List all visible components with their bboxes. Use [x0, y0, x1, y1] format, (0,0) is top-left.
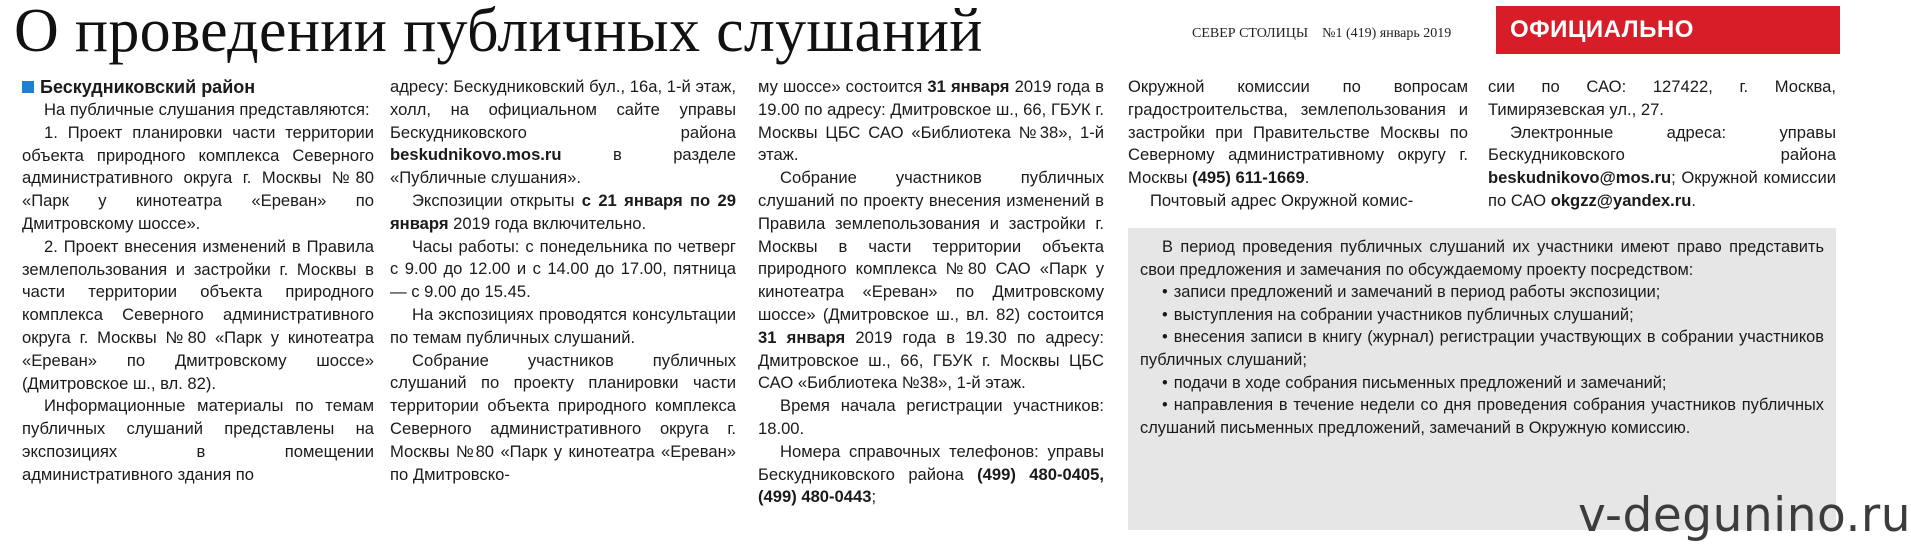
text-run: ;	[871, 487, 877, 507]
paragraph	[390, 76, 736, 190]
paper-name: СЕВЕР СТОЛИЦЫ	[1192, 26, 1309, 41]
paragraph: Часы работы: с понедельника по четверг с 9.00 до 12.00 и с 14.00 до 17.00, пятница — с 9.00 до 15.45.	[390, 236, 736, 302]
article-column-5	[1488, 76, 1836, 213]
district-heading	[22, 76, 374, 98]
paragraph: сии по САО: 127422, г. Москва, Тимирязевская ул., 27.	[1488, 77, 1836, 119]
bullet-icon: •	[1162, 396, 1168, 415]
paragraph	[758, 167, 1104, 395]
text-run: 2019 года в 19.00 по адресу: Дмитровское ш., 66, ГБУК г. Москвы ЦБС САО «Библиотека №38», 1-й этаж.	[758, 77, 1104, 165]
exposition-dates: с 21 января по 29 января	[390, 190, 736, 233]
text-run: му шоссе» состоится	[758, 77, 923, 96]
watermark: v-degunino.ru	[1578, 488, 1911, 543]
paragraph: 2. Проект внесения изменений в Правила землепользования и застройки г. Москвы в части территории объекта природного комплекса Северного административного округа г. Москвы №80 «Парк у кинотеатра «Ереван» по Дмитровскому шоссе» (Дмитровское ш., вл. 82).	[22, 236, 374, 393]
list-item-text: выступления на собрании участников публичных слушаний;	[1173, 305, 1634, 324]
article-column-4	[1128, 76, 1468, 213]
notice-list	[1140, 281, 1824, 439]
paragraph: Время начала регистрации участников: 18.00.	[758, 396, 1104, 438]
text-run: 2019 года в 19.30 по адресу: Дмитровское ш., 66, ГБУК г. Москвы ЦБС САО «Библиотека №38», 1-й этаж.	[758, 327, 1104, 393]
paragraph	[1128, 76, 1468, 190]
paragraph	[758, 76, 1104, 167]
list-item	[1140, 281, 1824, 304]
meeting-date: 31 января	[758, 327, 846, 347]
bullet-icon: •	[1162, 283, 1168, 302]
bullet-icon: •	[1162, 305, 1168, 324]
paragraph: Собрание участников публичных слушаний по проекту планировки части территории объекта природного комплекса Северного административного округа г. Москвы №80 «Парк у кинотеатра «Ереван» по Дмитровско-	[390, 350, 736, 484]
text-run: в разделе «Публичные слушания».	[390, 145, 736, 188]
paragraph: Почтовый адрес Окружной комис-	[1150, 190, 1414, 210]
square-marker-icon	[22, 81, 34, 93]
phone-number: (495) 611-1669	[1192, 168, 1305, 188]
list-item-text: направления в течение недели со дня проведения собрания участников публичных слушаний письменных предложений, замечаний в Окружную комиссию.	[1140, 396, 1824, 437]
article-column-2	[390, 76, 736, 486]
bullet-icon: •	[1162, 373, 1168, 392]
district-name: Бескудниковский район	[40, 77, 256, 97]
official-badge: ОФИЦИАЛЬНО	[1496, 6, 1840, 54]
article-column-3	[758, 76, 1104, 509]
list-item	[1140, 394, 1824, 439]
paragraph: Информационные материалы по темам публичных слушаний представлены на экспозициях в помещении административного здания по	[22, 396, 374, 484]
email-address: okgzz@yandex.ru	[1550, 190, 1692, 210]
text-run: .	[1691, 190, 1696, 210]
list-item-text: записи предложений и замечаний в период работы экспозиции;	[1173, 283, 1661, 302]
issue-number: №1 (419) январь 2019	[1322, 26, 1452, 41]
text-run: Экспозиции открыты	[412, 190, 575, 210]
text-run: .	[1304, 168, 1310, 188]
paragraph	[1488, 122, 1836, 213]
notice-intro: В период проведения публичных слушаний их участники имеют право представить свои предложения и замечания по обсуждаемому проекту посредством:	[1140, 238, 1824, 279]
list-item	[1140, 372, 1824, 395]
site-link: beskudnikovo.mos.ru	[390, 145, 562, 165]
notice-box	[1128, 228, 1836, 530]
paragraph: На экспозициях проводятся консультации по темам публичных слушаний.	[390, 304, 736, 347]
list-item	[1140, 326, 1824, 371]
bullet-icon: •	[1162, 328, 1168, 347]
list-item-text: подачи в ходе собрания письменных предложений и замечаний;	[1173, 373, 1667, 392]
paragraph: На публичные слушания представляются:	[44, 100, 370, 119]
text-run: Собрание участников публичных слушаний по проекту внесения изменений в Правила землепользования и застройки г. Москвы в части территории объекта природного комплекса №80 САО «Парк у кинотеатра «Ереван» по Дмитровскому шоссе» (Дмитровское ш., вл. 82) состоится	[758, 168, 1104, 324]
phone-numbers: (499) 480-0405, (499) 480-0443	[758, 464, 1104, 507]
text-run: ; Окружной комиссии по САО	[1488, 168, 1836, 210]
list-item-text: внесения записи в книгу (журнал) регистрации участвующих в собрании участников публичных слушаний;	[1140, 328, 1824, 369]
email-address: beskudnikovo@mos.ru	[1488, 168, 1672, 188]
text-run: Окружной комиссии по вопросам градостроительства, землепользования и застройки при Правительстве Москвы по Северному административному округу г. Москвы	[1128, 77, 1468, 188]
text-run: 2019 года включительно.	[453, 213, 647, 233]
issue-info	[1192, 26, 1451, 42]
text-run: Электронные адреса: управы Бескудниковского района	[1488, 122, 1836, 165]
meeting-date: 31 января	[927, 77, 1010, 96]
paragraph	[758, 441, 1104, 509]
list-item	[1140, 304, 1824, 327]
article-column-1	[22, 76, 374, 487]
paragraph	[390, 190, 736, 236]
text-run: адресу: Бескудниковский бул., 16а, 1-й этаж, холл, на официальном сайте управы Бескудниковского района	[390, 77, 736, 142]
text-run: Номера справочных телефонов: управы Бескудниковского района	[758, 441, 1104, 484]
page-title: О проведении публичных слушаний	[14, 0, 983, 65]
paragraph: 1. Проект планировки части территории объекта природного комплекса Северного административного округа г. Москвы №80 «Парк у кинотеатра «Ереван» по Дмитровскому шоссе».	[22, 122, 374, 233]
